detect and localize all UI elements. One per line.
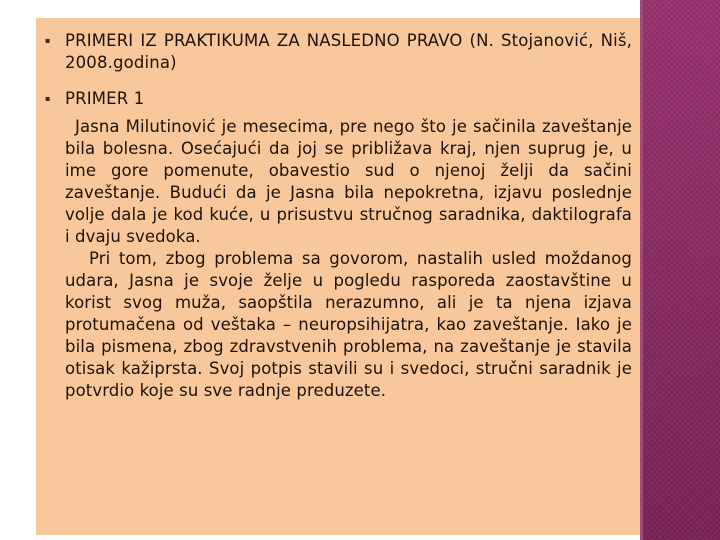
bullet-icon: ▪ bbox=[45, 36, 51, 45]
slide-heading: PRIMERI IZ PRAKTIKUMA ZA NASLEDNO PRAVO (N. Stojanović, Niš, 2008.godina) bbox=[65, 31, 632, 72]
slide-subheading: PRIMER 1 bbox=[65, 89, 145, 108]
paragraph-text: Jasna Milutinović je mesecima, pre nego što je sačinila zaveštanje bila bolesna. Osećajući da joj se približava kraj, njen suprug je, u ime gore pomenute, obavestio sud o njenoj želji da sačini zaveštanje. Budući da je Jasna bila nepokretna, izjavu poslednje volje dala je kod kuće, u prisustvu stručnog saradnika, daktilografa i dvaju svedoka. bbox=[65, 117, 632, 246]
paragraph-1 bbox=[65, 116, 632, 248]
slide-content-panel bbox=[36, 18, 640, 535]
decorative-sidebar bbox=[643, 0, 720, 540]
bullet-icon: ▪ bbox=[45, 94, 51, 103]
paragraph-text: Pri tom, zbog problema sa govorom, nastalih usled moždanog udara, Jasna je svoje želje u pogledu rasporeda zaostavštine u korist svog muža, saopštila nerazumno, ali je ta njena izjava protumačena od veštaka – neuropsihijatra, kao zaveštanje. Iako je bila pismena, zbog zdravstvenih problema, na zaveštanje je stavila otisak kažiprsta. Svoj potpis stavili su i svedoci, stručni saradnik je potvrdio koje su sve radnje preduzete. bbox=[65, 249, 632, 400]
paragraph-2 bbox=[65, 248, 632, 402]
